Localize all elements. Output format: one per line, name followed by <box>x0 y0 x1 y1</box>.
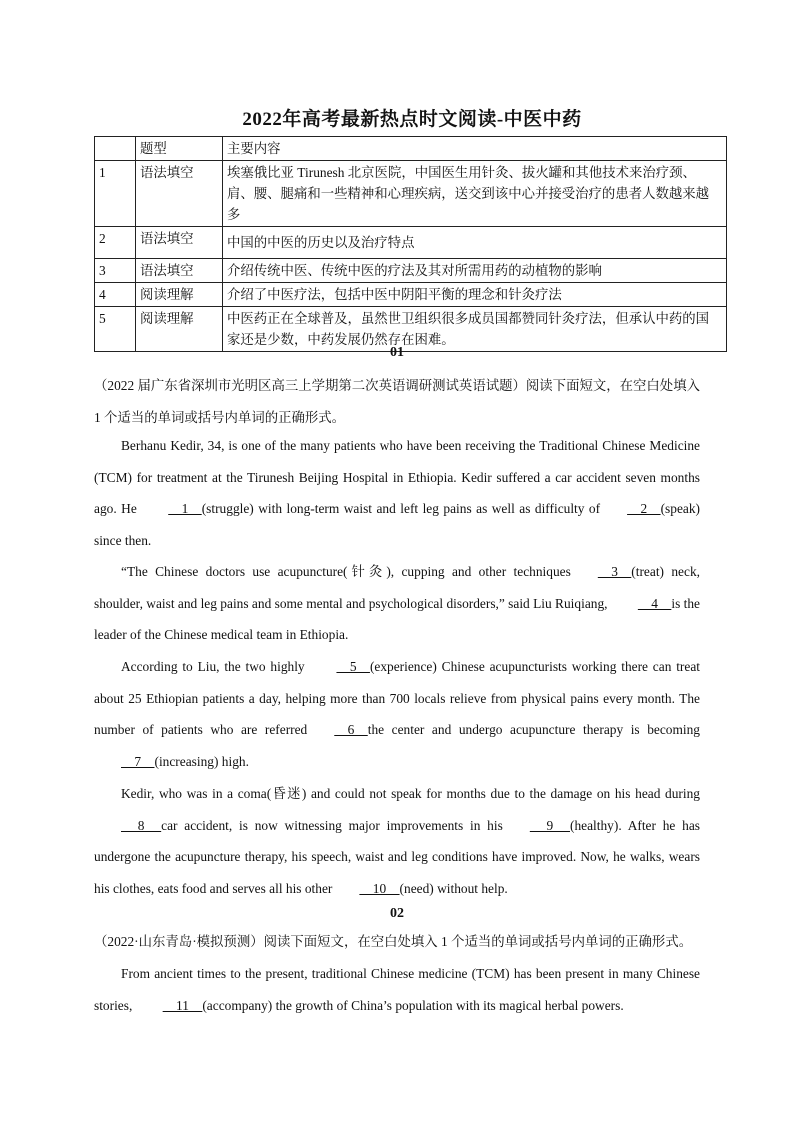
section-intro: （2022·山东青岛·模拟预测）阅读下面短文，在空白处填入 1 个适当的单词或括号内单词的正确形式。 <box>94 934 693 949</box>
paragraph: “The Chinese doctors use acupuncture(针灸), cupping and other techniques 3 (treat) neck, shoulder, waist and leg pains and some mental and psychological disorders,” said Liu Ruiqiang, 4 is the leader of the Chinese medical team in Ethiopia. <box>94 556 700 651</box>
table-cell-content: 介绍传统中医、传统中医的疗法及其对所需用药的动植物的影响 <box>223 259 727 283</box>
table-cell-type: 阅读理解 <box>136 307 223 352</box>
blank-6[interactable]: 6 <box>334 722 368 738</box>
table-cell-number: 5 <box>95 307 136 352</box>
section-number: 01 <box>390 345 404 360</box>
table-cell-type: 语法填空 <box>136 259 223 283</box>
summary-table <box>94 136 727 352</box>
table-row <box>95 259 727 283</box>
blank-3[interactable]: 3 <box>597 564 632 579</box>
table-cell-content: 埃塞俄比亚 Tirunesh 北京医院，中国医生用针灸、拔火罐和其他技术来治疗颈、肩、腰、腿痛和一些精神和心理疾病，送交到该中心并接受治疗的患者人数越来越多 <box>223 161 727 227</box>
table-header-cell: 题型 <box>136 137 223 161</box>
table-cell-number: 2 <box>95 227 136 259</box>
table-row <box>95 283 727 307</box>
table-cell-number: 3 <box>95 259 136 283</box>
blank-7[interactable]: 7 <box>121 753 155 769</box>
blank-5[interactable]: 5 <box>336 659 370 674</box>
table-cell-number: 4 <box>95 283 136 307</box>
table-cell-content: 中国的中医的历史以及治疗特点 <box>223 227 727 259</box>
table-row <box>95 227 727 259</box>
blank-9[interactable]: 9 <box>529 817 570 833</box>
blank-11[interactable]: 11 <box>162 997 203 1013</box>
table-cell-content: 中医药正在全球普及，虽然世卫组织很多成员国都赞同针灸疗法，但承认中药的国家还是少数，中药发展仍然存在困难。 <box>223 307 727 352</box>
blank-8[interactable]: 8 <box>121 817 162 833</box>
table-row <box>95 161 727 227</box>
table-cell-number: 1 <box>95 161 136 227</box>
table-cell-type: 语法填空 <box>136 161 223 227</box>
table-cell-content: 介绍了中医疗法，包括中医中阴阳平衡的理念和针灸疗法 <box>223 283 727 307</box>
page-title: 2022年高考最新热点时文阅读-中医中药 <box>242 109 582 130</box>
paragraph: Kedir, who was in a coma(昏迷) and could not speak for months due to the damage on his head during 8 car accident, is now witnessing major improvements in his 9 (healthy). After he has undergone the acupuncture therapy, his speech, waist and leg conditions have improved. Now, he walks, wears his clothes, eats food and serves all his other 10 (need) without help. <box>94 778 700 904</box>
table-cell-type: 语法填空 <box>136 227 223 259</box>
blank-1[interactable]: 1 <box>168 501 202 517</box>
paragraph: From ancient times to the present, traditional Chinese medicine (TCM) has been present in many Chinese stories, 11 (accompany) the growth of China’s population with its magical herbal powers. <box>94 958 700 1021</box>
blank-2[interactable]: 2 <box>627 501 661 517</box>
section-number: 02 <box>390 906 404 921</box>
table-cell-type: 阅读理解 <box>136 283 223 307</box>
table-header-row <box>95 137 727 161</box>
table-header-cell <box>95 137 136 161</box>
table-header-cell: 主要内容 <box>223 137 727 161</box>
blank-10[interactable]: 10 <box>359 880 400 896</box>
blank-4[interactable]: 4 <box>637 595 672 611</box>
paragraph: Berhanu Kedir, 34, is one of the many patients who have been receiving the Traditional Chinese Medicine (TCM) for treatment at the Tirunesh Beijing Hospital in Ethiopia. Kedir suffered a car accident seven months ago. He 1 (struggle) with long-term waist and left leg pains as well as difficulty of 2 (speak) since then. <box>94 438 700 548</box>
paragraph: According to Liu, the two highly 5 (experience) Chinese acupuncturists working there can treat about 25 Ethiopian patients a day, helping more than 700 locals relieve from physical pains every month. The number of patients who are referred 6 the center and undergo acupuncture therapy is becoming 7 (increasing) high. <box>94 651 700 777</box>
section-intro: （2022 届广东省深圳市光明区高三上学期第二次英语调研测试英语试题）阅读下面短文，在空白处填入 1 个适当的单词或括号内单词的正确形式。 <box>94 378 700 425</box>
